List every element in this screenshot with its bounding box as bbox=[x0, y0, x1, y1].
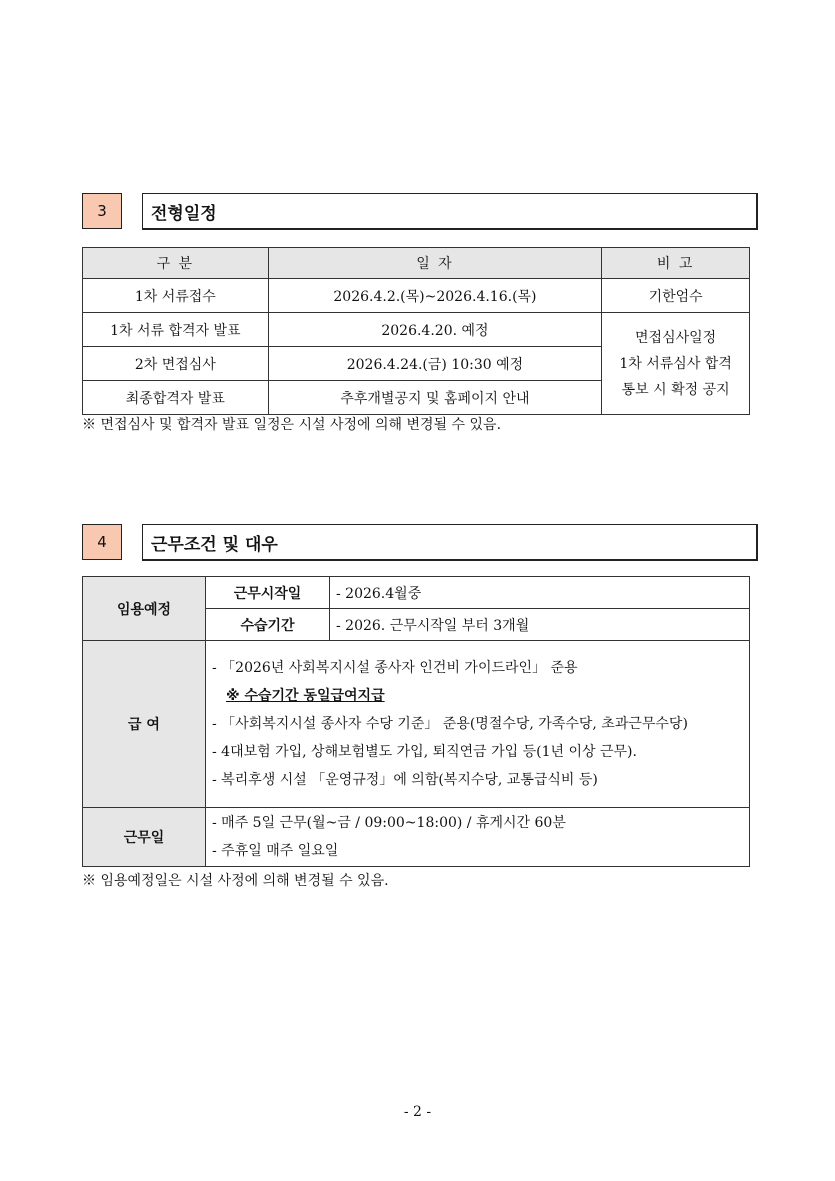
merged-note-line: 1차 서류심사 합격 bbox=[619, 355, 732, 372]
salary-content bbox=[206, 641, 750, 808]
workdays-label: 근무일 bbox=[83, 808, 206, 867]
table-row bbox=[83, 641, 750, 808]
salary-line: - 복리후생 시설 「운영규정」에 의함(복지수당, 교통급식비 등) bbox=[212, 772, 598, 788]
schedule-footnote: ※ 면접심사 및 합격자 발표 일정은 시설 사정에 의해 변경될 수 있음. bbox=[82, 417, 502, 433]
row-date: 2026.4.2.(목)~2026.4.16.(목) bbox=[268, 279, 602, 313]
schedule-table bbox=[82, 247, 750, 415]
probation-value: - 2026. 근무시작일 부터 3개월 bbox=[330, 609, 750, 641]
row-category: 1차 서류 합격자 발표 bbox=[83, 313, 269, 347]
row-category: 1차 서류접수 bbox=[83, 279, 269, 313]
conditions-footnote: ※ 임용예정일은 시설 사정에 의해 변경될 수 있음. bbox=[82, 873, 389, 889]
table-row bbox=[83, 808, 750, 867]
workdays-line: - 주휴일 매주 일요일 bbox=[212, 843, 339, 859]
appointment-label: 임용예정 bbox=[83, 577, 206, 641]
workdays-content bbox=[206, 808, 750, 867]
row-date: 2026.4.20. 예정 bbox=[268, 313, 602, 347]
salary-highlight: ※ 수습기간 동일급여지급 bbox=[226, 688, 385, 704]
table-header-row bbox=[83, 248, 750, 279]
probation-label: 수습기간 bbox=[206, 609, 330, 641]
row-date: 2026.4.24.(금) 10:30 예정 bbox=[268, 347, 602, 381]
workdays-line: - 매주 5일 근무(월~금 / 09:00~18:00) / 휴게시간 60분 bbox=[212, 815, 566, 831]
merged-note bbox=[602, 313, 750, 415]
row-date: 추후개별공지 및 홈페이지 안내 bbox=[268, 381, 602, 415]
row-category: 최종합격자 발표 bbox=[83, 381, 269, 415]
salary-line: - 「2026년 사회복지시설 종사자 인건비 가이드라인」 준용 bbox=[212, 660, 578, 676]
row-note: 기한엄수 bbox=[602, 279, 750, 313]
column-header: 구 분 bbox=[83, 248, 269, 279]
table-row bbox=[83, 577, 750, 609]
section-number: 3 bbox=[82, 193, 122, 229]
merged-note-line: 통보 시 확정 공지 bbox=[621, 381, 730, 398]
salary-line: - 「사회복지시설 종사자 수당 기준」 준용(명절수당, 가족수당, 초과근무수당) bbox=[212, 716, 688, 732]
column-header: 비 고 bbox=[602, 248, 750, 279]
merged-note-line: 면접심사일정 bbox=[635, 329, 717, 346]
section-title: 전형일정 bbox=[142, 193, 758, 230]
section-title: 근무조건 및 대우 bbox=[142, 524, 758, 561]
salary-label: 급 여 bbox=[83, 641, 206, 808]
section-number: 4 bbox=[82, 524, 122, 560]
table-row bbox=[83, 279, 750, 313]
table-row bbox=[83, 313, 750, 347]
start-date-value: - 2026.4월중 bbox=[330, 577, 750, 609]
start-date-label: 근무시작일 bbox=[206, 577, 330, 609]
page-number: - 2 - bbox=[403, 1104, 432, 1120]
conditions-table bbox=[82, 576, 750, 867]
salary-line: - 4대보험 가입, 상해보험별도 가입, 퇴직연금 가입 등(1년 이상 근무). bbox=[212, 744, 637, 760]
row-category: 2차 면접심사 bbox=[83, 347, 269, 381]
column-header: 일 자 bbox=[268, 248, 602, 279]
